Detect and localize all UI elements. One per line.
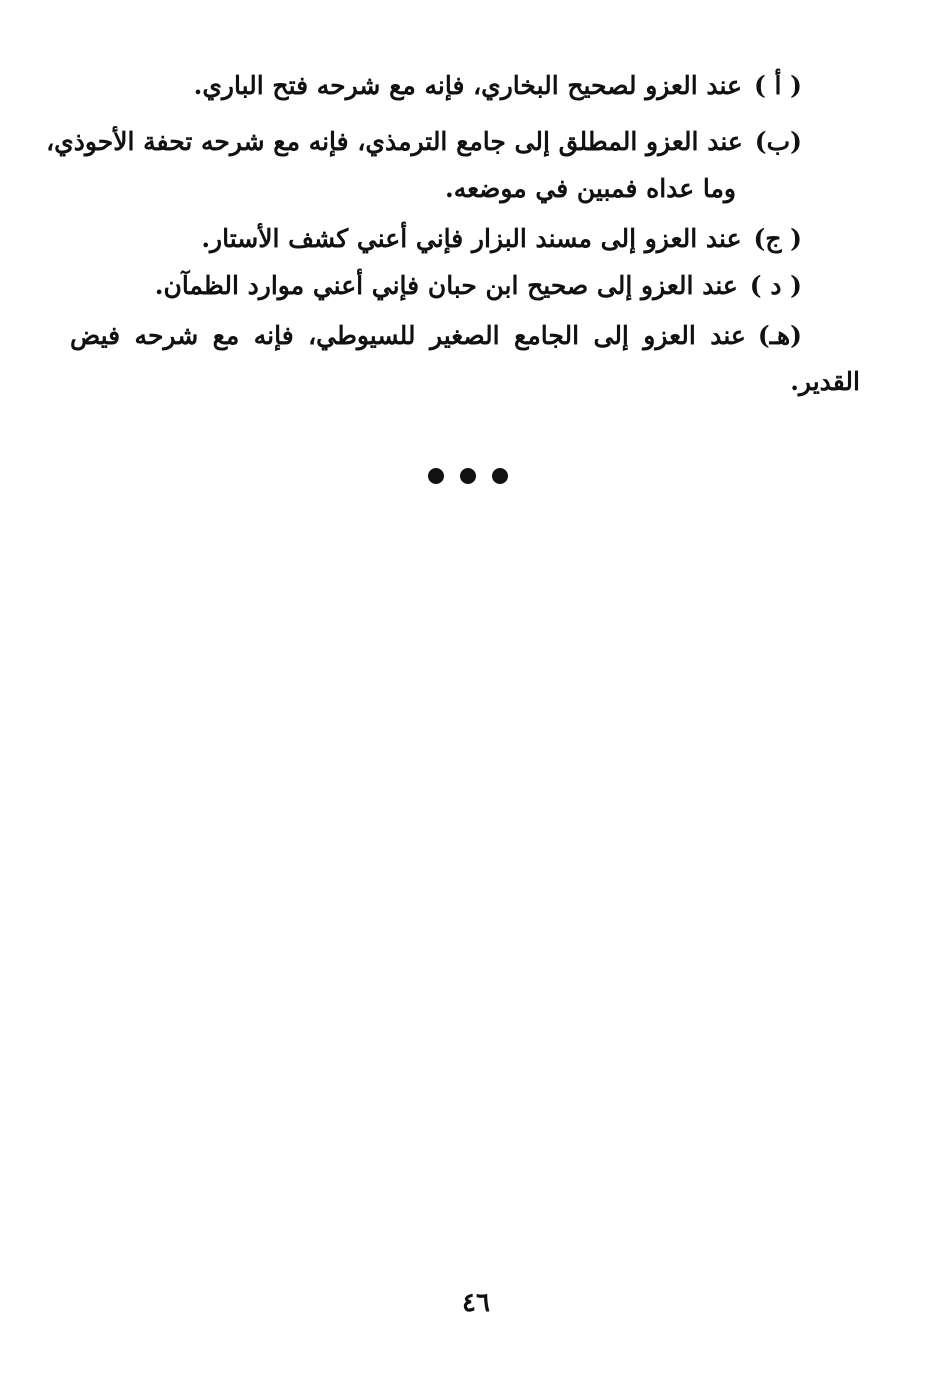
separator-dot — [460, 468, 476, 484]
item-text-b-line2: وما عداه فمبين في موضعه. — [445, 174, 736, 203]
list-item-e — [70, 318, 802, 354]
item-label-c: ( ج) — [753, 224, 802, 253]
item-label-d: ( د ) — [749, 271, 802, 300]
page-number: ٤٦ — [462, 1288, 490, 1318]
item-text-e-line2: القدير. — [790, 367, 860, 396]
item-text-d: عند العزو إلى صحيح ابن حبان فإني أعني موارد الظمآن. — [154, 271, 738, 300]
item-text-b-line1: عند العزو المطلق إلى جامع الترمذي، فإنه مع شرحه تحفة الأحوذي، — [46, 127, 743, 156]
list-item-c — [201, 221, 802, 257]
item-text-a: عند العزو لصحيح البخاري، فإنه مع شرحه فتح الباري. — [193, 71, 742, 100]
item-text-c: عند العزو إلى مسند البزار فإني أعني كشف الأستار. — [201, 224, 742, 253]
item-text-e-line1: عند العزو إلى الجامع الصغير للسيوطي، فإنه مع شرحه فيض — [70, 321, 746, 350]
item-label-e: (هـ) — [757, 321, 802, 350]
separator-dot — [428, 468, 444, 484]
item-label-a: ( أ ) — [753, 71, 802, 100]
list-item-d — [155, 268, 802, 304]
separator-dot — [492, 468, 508, 484]
section-separator — [428, 467, 508, 485]
list-item-a — [194, 68, 802, 104]
item-label-b: (ب) — [754, 127, 802, 156]
list-item-b — [46, 124, 802, 160]
